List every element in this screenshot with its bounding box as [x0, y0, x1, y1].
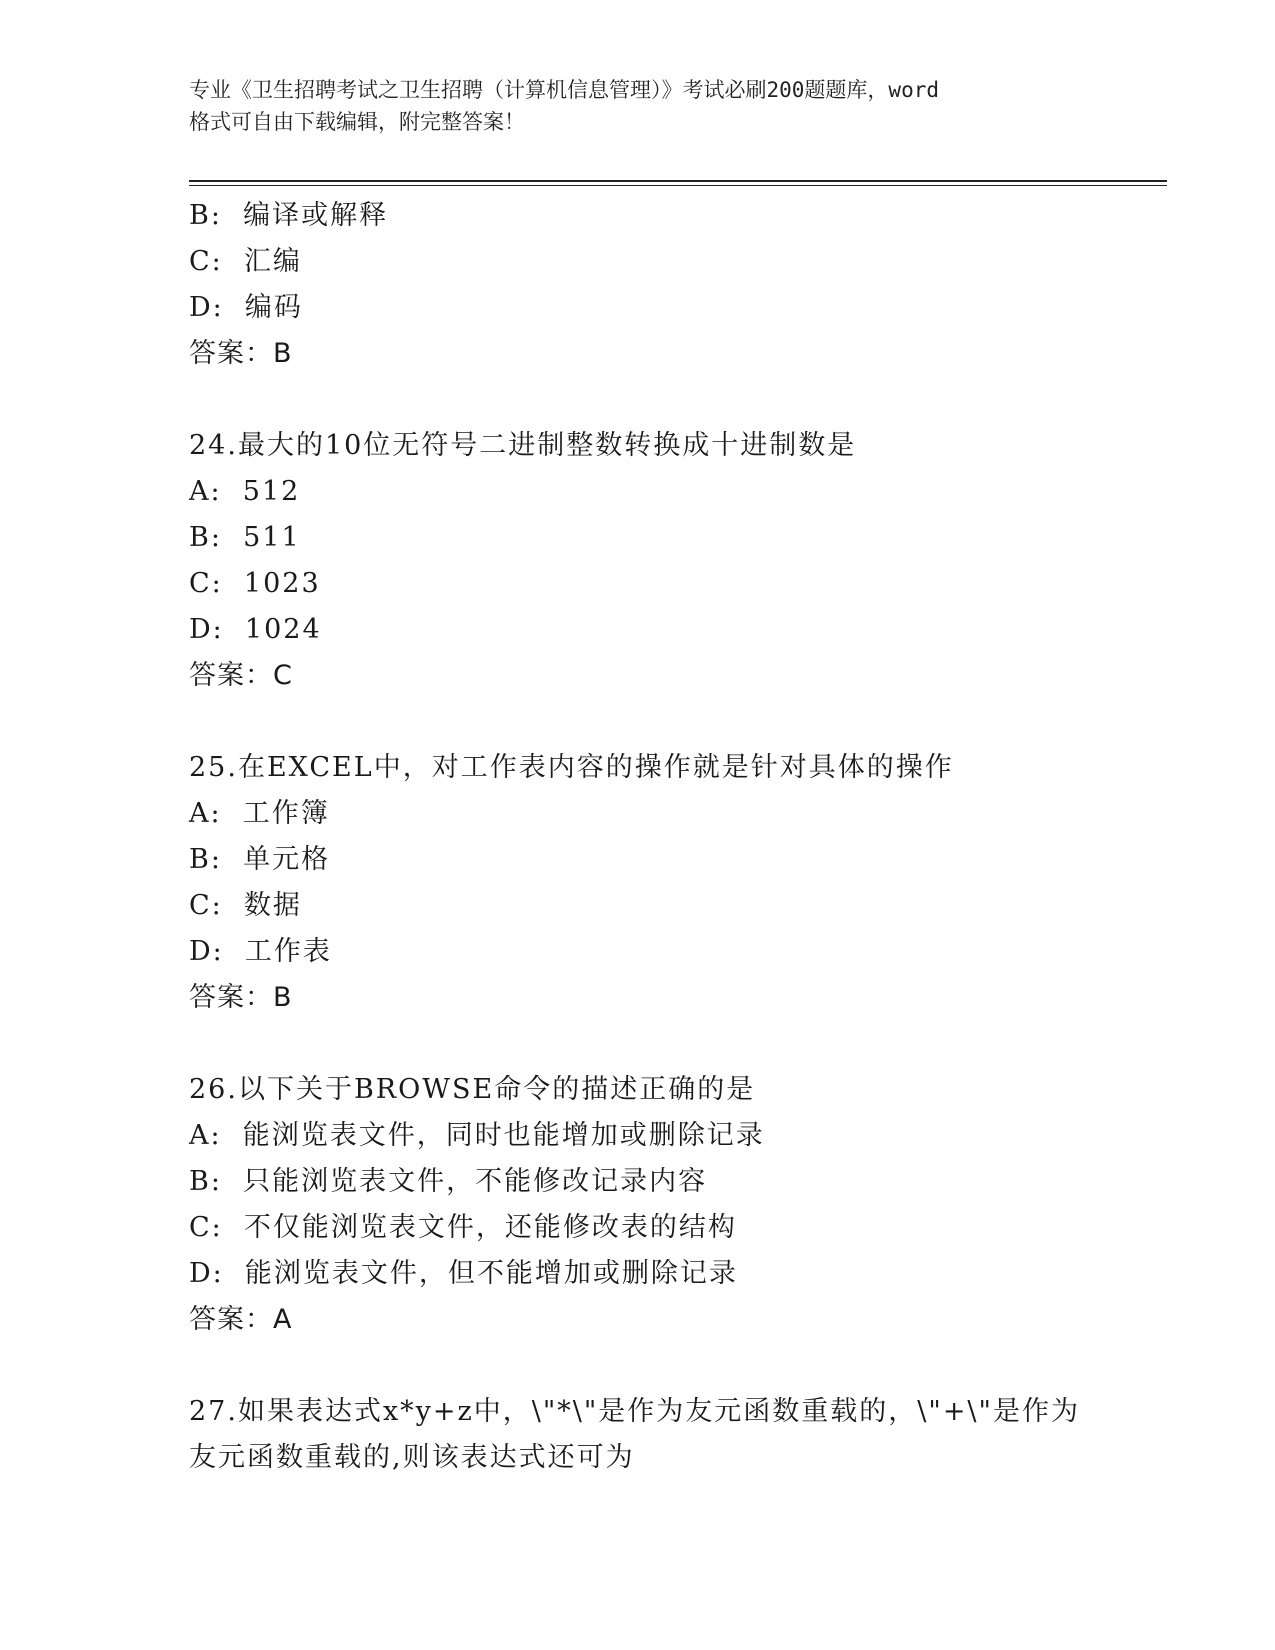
question-26: [189, 1067, 1169, 1343]
option-d: D: 工作表: [189, 936, 332, 967]
option-b: B: 编译或解释: [189, 200, 389, 231]
question-text: 24.最大的10位无符号二进制整数转换成十进制数是: [189, 430, 857, 461]
option-b: B: 只能浏览表文件，不能修改记录内容: [189, 1166, 708, 1197]
question-27: [189, 1389, 1169, 1481]
question-text: 26.以下关于BROWSE命令的描述正确的是: [189, 1074, 756, 1105]
header-line-1: 专业《卫生招聘考试之卫生招聘（计算机信息管理）》考试必刷200题题库，word: [189, 78, 939, 102]
question-text-line-2: 友元函数重载的,则该表达式还可为: [189, 1442, 635, 1473]
answer: 答案：C: [189, 660, 293, 691]
document-header: [189, 74, 1089, 138]
question-23: [189, 193, 1169, 377]
answer: 答案：A: [189, 1304, 293, 1335]
option-c: C: 汇编: [189, 246, 302, 277]
answer: 答案：B: [189, 982, 293, 1013]
header-divider: [189, 180, 1167, 182]
option-d: D: 编码: [189, 292, 303, 323]
option-c: C: 数据: [189, 890, 302, 921]
option-d: D: 1024: [189, 614, 322, 645]
answer: 答案：B: [189, 338, 293, 369]
option-c: C: 不仅能浏览表文件，还能修改表的结构: [189, 1212, 737, 1243]
option-a: A: 工作簿: [189, 798, 330, 829]
question-24: [189, 423, 1169, 699]
option-c: C: 1023: [189, 568, 321, 599]
option-a: A: 512: [189, 476, 301, 507]
question-text-line-1: 27.如果表达式x*y+z中，\"*\"是作为友元函数重载的，\"+\"是作为: [189, 1396, 1080, 1427]
header-divider-thin: [189, 185, 1167, 186]
question-list: [189, 193, 1169, 1481]
question-text: 25.在EXCEL中，对工作表内容的操作就是针对具体的操作: [189, 752, 954, 783]
option-b: B: 511: [189, 522, 301, 553]
option-b: B: 单元格: [189, 844, 331, 875]
header-line-2: 格式可自由下载编辑，附完整答案！: [189, 110, 525, 134]
question-25: [189, 745, 1169, 1021]
option-a: A: 能浏览表文件，同时也能增加或删除记录: [189, 1120, 765, 1151]
option-d: D: 能浏览表文件，但不能增加或删除记录: [189, 1258, 738, 1289]
